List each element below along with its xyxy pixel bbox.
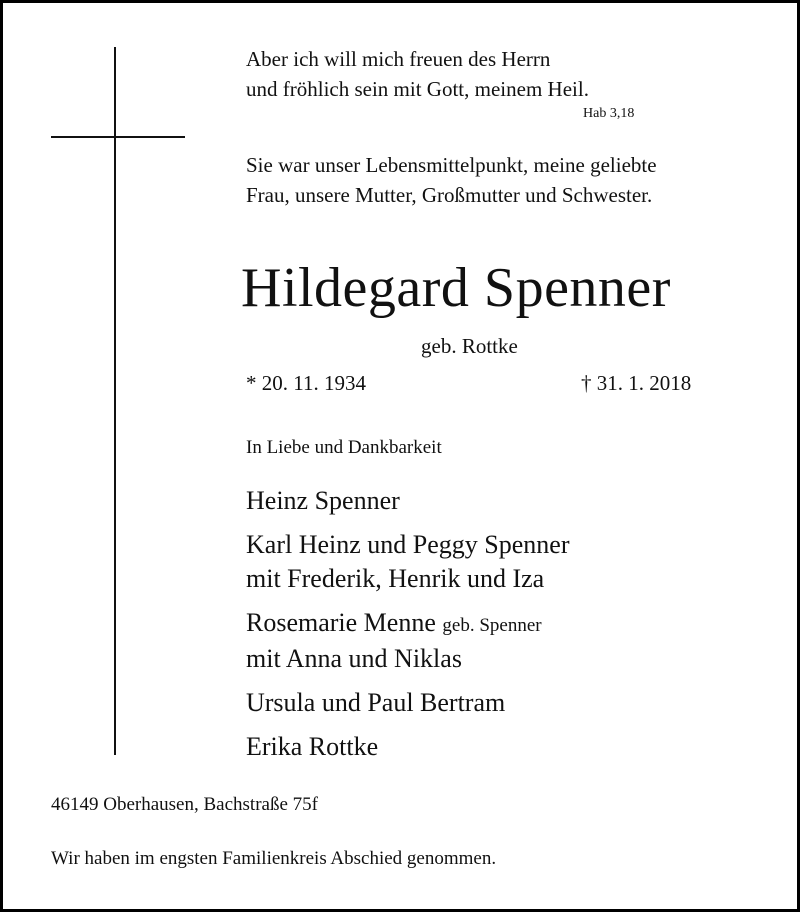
birth-date: * 20. 11. 1934 [246,371,366,395]
closing-phrase: In Liebe und Dankbarkeit [246,437,442,458]
death-date: † 31. 1. 2018 [581,371,692,395]
cross-vertical-bar [114,47,116,755]
mourner-2-line-2: mit Frederik, Henrik und Iza [246,564,545,593]
mourner-3-name: Rosemarie Menne [246,608,436,637]
mourner-4: Ursula und Paul Bertram [246,688,506,717]
verse-line-2: und fröhlich sein mit Gott, meinem Heil. [246,77,589,101]
mourner-3-line-2: mit Anna und Niklas [246,644,462,673]
verse-reference: Hab 3,18 [583,106,635,121]
cross-horizontal-bar [51,136,185,138]
mourner-5: Erika Rottke [246,732,379,761]
deceased-name: Hildegard Spenner [241,257,671,319]
farewell-note: Wir haben im engsten Familienkreis Abschied genommen. [51,848,497,869]
mourner-2-line-1: Karl Heinz und Peggy Spenner [246,530,570,559]
verse-line-1: Aber ich will mich freuen des Herrn [246,47,551,71]
birth-name: geb. Rottke [421,334,518,358]
mourner-1: Heinz Spenner [246,486,400,515]
mourner-3-line-1 [246,607,542,642]
address: 46149 Oberhausen, Bachstraße 75f [51,794,318,815]
intro-line-1: Sie war unser Lebensmittelpunkt, meine geliebte [246,153,657,177]
intro-line-2: Frau, unsere Mutter, Großmutter und Schwester. [246,183,653,207]
mourner-3-note: geb. Spenner [442,615,542,636]
